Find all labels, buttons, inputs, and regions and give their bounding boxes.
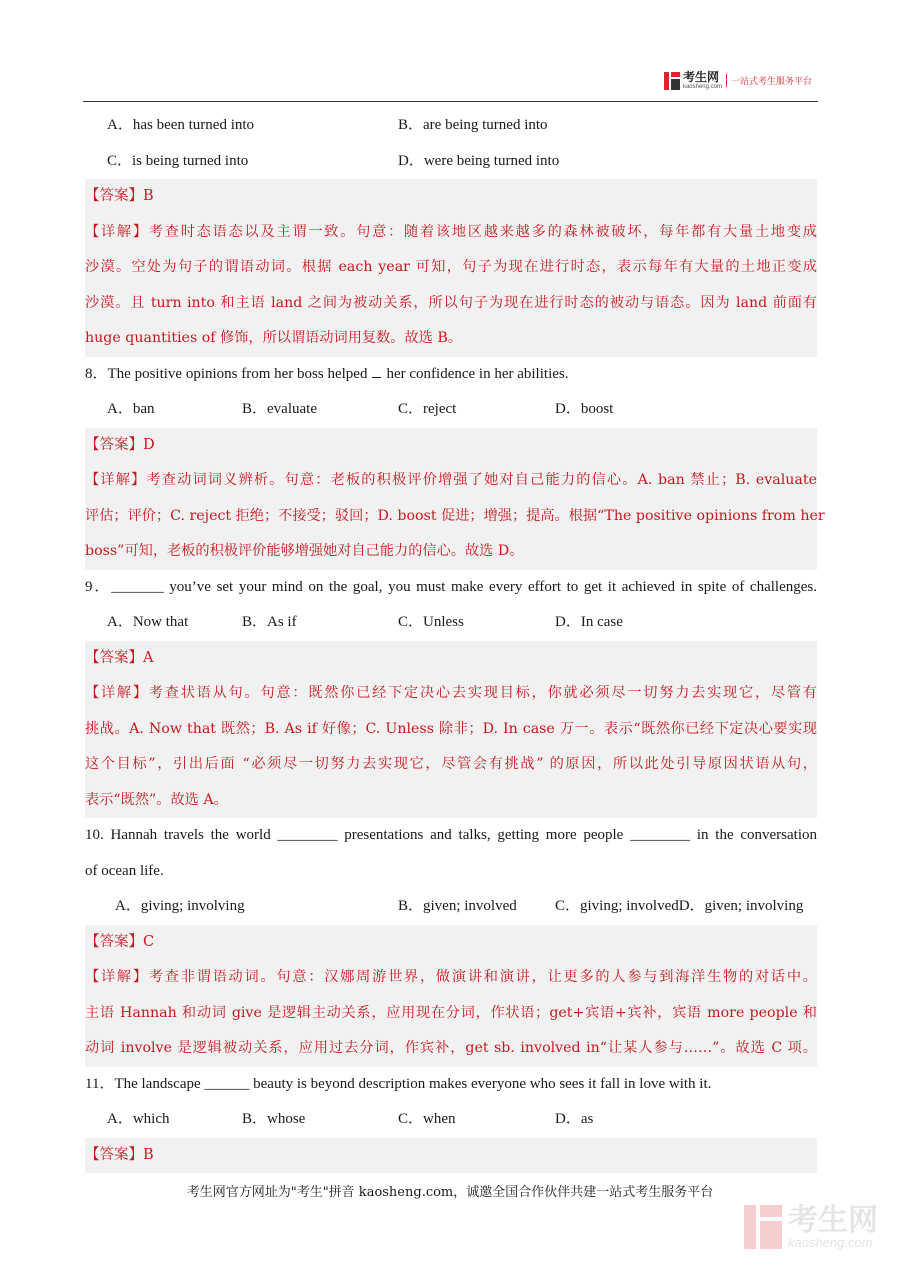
- q11-option-c: C．when: [398, 1111, 456, 1127]
- q8-detail-line-3: boss”可知，老板的积极评价能够增强她对自己能力的信心。故选 D。: [85, 543, 524, 559]
- q7-options-row-2: [85, 144, 817, 180]
- q9-option-d: D．In case: [555, 614, 623, 630]
- q8-detail-line-1: 【详解】考查动词词义辨析。句意：老板的积极评价增强了她对自己能力的信心。A. ban 禁止；B. evaluate: [85, 472, 817, 488]
- q8-options-row: [85, 392, 817, 428]
- q10-detail-line-3: 动词 involve 是逻辑被动关系，应用过去分词，作宾补，get sb. involved in“让某人参与……”。故选 C 项。: [85, 1040, 817, 1056]
- q7-answer-block: [85, 179, 817, 357]
- q11-answer: 【答案】B: [85, 1146, 154, 1163]
- q7-option-d: D．were being turned into: [398, 152, 560, 169]
- q9-detail-line-2: 挑战。A. Now that 既然；B. As if 好像；C. Unless 除非；D. In case 万一。表示“既然你已经下定决心要实现: [85, 720, 817, 737]
- q11-stem: 11．The landscape ______ beauty is beyond description makes everyone who sees it fall in love with it.: [85, 1075, 712, 1092]
- q8-blank: [372, 364, 381, 378]
- page-footer: 考生网官方网址为"考生"拼音 kaosheng.com，诚邀全国合作伙伴共建一站式考生服务平台: [186, 1185, 714, 1200]
- kaosheng-logo-icon: [664, 72, 680, 90]
- q7-detail-line-1: 【详解】考查时态语态以及主谓一致。句意：随着该地区越来越多的森林被破坏，每年都有大量土地变成: [85, 223, 817, 240]
- watermark-cn: 考生网: [788, 1202, 878, 1238]
- q9-detail-line-4: 表示“既然”。故选 A。: [85, 791, 228, 808]
- q10-answer-block: [85, 925, 817, 1067]
- header-slogan: 一站式考生服务平台: [726, 74, 812, 87]
- q7-option-a: A．has been turned into: [107, 117, 255, 133]
- q9-option-a: A．Now that: [107, 614, 189, 630]
- kaosheng-watermark: [744, 1202, 878, 1250]
- q9-option-c: C．Unless: [398, 614, 464, 630]
- q9-answer: 【答案】A: [85, 649, 154, 666]
- q10-option-a: A．giving; involving: [115, 898, 245, 914]
- q8-option-c: C．reject: [398, 401, 457, 417]
- q10-option-b: B．given; involved: [398, 898, 517, 914]
- q11-options-row: [85, 1102, 817, 1138]
- q9-options-row: [85, 605, 817, 641]
- q10-stem-line-1: 10. Hannah travels the world ________ presentations and talks, getting more people ________ in the conversation: [85, 827, 817, 843]
- q7-detail-line-2: 沙漠。空处为句子的谓语动词。根据 each year 可知，句子为现在进行时态，表示每年有大量的土地正变成: [85, 259, 817, 275]
- q8-answer-block: [85, 428, 825, 570]
- logo-cn-text: 考生网: [682, 70, 719, 84]
- q8-option-a: A．ban: [107, 401, 155, 417]
- q8-answer: 【答案】D: [85, 436, 155, 453]
- q11-answer-block: [85, 1138, 817, 1174]
- q11-option-b: B．whose: [242, 1111, 306, 1127]
- document-body: [85, 108, 825, 1173]
- q7-option-b: B．are being turned into: [398, 117, 548, 133]
- q10-stem-line-2: of ocean life.: [85, 862, 164, 879]
- q10-detail-line-2: 主语 Hannah 和动词 give 是逻辑主动关系，应用现在分词，作状语；get+宾语+宾补，宾语 more people 和: [85, 1004, 817, 1021]
- q8-stem-part-2: her confidence in her abilities.: [386, 365, 569, 382]
- q7-option-c: C．is being turned into: [107, 152, 249, 169]
- q9-answer-block: [85, 641, 817, 819]
- q10-option-c-d: C．giving; involvedD．given; involving: [555, 898, 804, 914]
- q9-detail-line-1: 【详解】考查状语从句。句意：既然你已经下定决心去实现目标，你就必须尽一切努力去实现它，尽管有: [85, 685, 817, 701]
- q9-stem: 9．_______ you’ve set your mind on the goal, you must make every effort to get it achieved in spite of challenges.: [85, 578, 817, 595]
- kaosheng-logo: [664, 71, 812, 90]
- watermark-en: kaosheng.com: [788, 1234, 873, 1250]
- q11-option-d: D．as: [555, 1111, 594, 1127]
- q7-detail-line-3: 沙漠。且 turn into 和主语 land 之间为被动关系，所以句子为现在进行时态的被动与语态。因为 land 前面有: [85, 294, 817, 311]
- q9-option-b: B．As if: [242, 614, 297, 630]
- q9-detail-line-3: 这个目标”，引出后面 “必须尽一切努力去实现它，尽管会有挑战” 的原因，所以此处引导原因状语从句，: [85, 756, 817, 772]
- logo-en-text: kaosheng.com: [682, 84, 722, 90]
- header-divider: [83, 101, 818, 102]
- q10-options-row: [85, 889, 817, 925]
- q8-option-b: B．evaluate: [242, 401, 317, 417]
- page-header: [83, 66, 818, 102]
- q7-detail-line-4: huge quantities of 修饰，所以谓语动词用复数。故选 B。: [85, 330, 462, 346]
- q8-stem: [85, 357, 817, 393]
- q10-answer: 【答案】C: [85, 933, 155, 950]
- q10-detail-line-1: 【详解】考查非谓语动词。句意：汉娜周游世界，做演讲和演讲，让更多的人参与到海洋生物的对话中。: [85, 969, 817, 985]
- q7-answer: 【答案】B: [85, 188, 154, 204]
- q8-option-d: D．boost: [555, 401, 614, 417]
- q11-option-a: A．which: [107, 1111, 170, 1127]
- q8-stem-part-1: 8．The positive opinions from her boss helped: [85, 365, 368, 382]
- watermark-logo-icon: [744, 1205, 782, 1249]
- q7-options-row-1: [85, 108, 817, 144]
- q8-detail-line-2: 评估；评价；C. reject 拒绝；不接受；驳回；D. boost 促进；增强；提高。根据“The positive opinions from her: [85, 507, 825, 524]
